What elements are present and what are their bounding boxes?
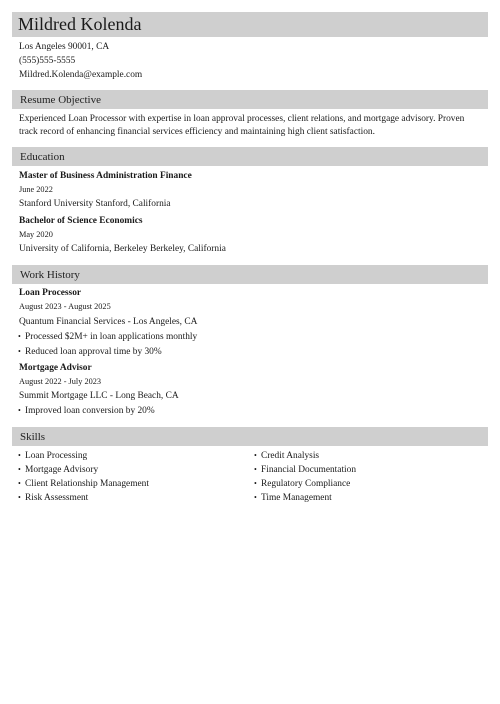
- skill-label: Time Management: [261, 493, 332, 503]
- contact-email: Mildred.Kolenda@example.com: [19, 70, 143, 80]
- skill-label: Financial Documentation: [261, 465, 357, 475]
- skill-label: Risk Assessment: [25, 493, 89, 503]
- skill-item: [18, 492, 89, 504]
- skill-item: [18, 450, 88, 462]
- bullet-icon: •: [254, 465, 257, 474]
- skill-item: [18, 478, 149, 490]
- education-header: [12, 147, 488, 166]
- bullet-icon: •: [254, 451, 257, 460]
- bullet-icon: •: [18, 406, 21, 415]
- job-company: Quantum Financial Services - Los Angeles, CA: [19, 317, 198, 327]
- bullet-icon: •: [18, 347, 21, 356]
- education-heading: Education: [20, 151, 65, 163]
- skill-label: Loan Processing: [25, 451, 88, 461]
- job-dates: August 2023 - August 2025: [19, 302, 111, 311]
- bullet-icon: •: [18, 479, 21, 488]
- objective-text: Experienced Loan Processor with expertise in loan approval processes, client relations, and mortgage advisory. Proven track record of enhancing financial services efficiency and maintaining high client satisfaction.: [19, 114, 465, 137]
- skills-heading: Skills: [20, 431, 46, 443]
- skill-label: Client Relationship Management: [25, 479, 149, 489]
- skill-label: Regulatory Compliance: [261, 479, 351, 489]
- skill-item: [254, 492, 332, 504]
- skill-item: [254, 450, 320, 462]
- list-item: [18, 331, 198, 343]
- skill-item: [18, 464, 99, 476]
- education-degree: Master of Business Administration Finance: [19, 171, 192, 181]
- education-degree: Bachelor of Science Economics: [19, 216, 143, 226]
- name-header: [12, 12, 488, 37]
- contact-address: Los Angeles 90001, CA: [19, 42, 110, 52]
- bullet-icon: •: [18, 465, 21, 474]
- bullet-icon: •: [254, 493, 257, 502]
- job-bullet-text: Processed $2M+ in loan applications monthly: [25, 332, 198, 342]
- skills-header: [12, 427, 488, 446]
- work-history-heading: Work History: [20, 269, 80, 281]
- skill-item: [254, 464, 357, 476]
- bullet-icon: •: [18, 493, 21, 502]
- job-company: Summit Mortgage LLC - Long Beach, CA: [19, 391, 179, 401]
- candidate-name: Mildred Kolenda: [18, 14, 142, 34]
- list-item: [18, 346, 162, 358]
- education-school: University of California, Berkeley Berkeley, California: [19, 244, 226, 254]
- education-date: June 2022: [19, 185, 53, 194]
- contact-phone: (555)555-5555: [19, 56, 76, 66]
- job-dates: August 2022 - July 2023: [19, 377, 102, 386]
- job-title: Mortgage Advisor: [19, 363, 92, 373]
- job-bullet-text: Reduced loan approval time by 30%: [25, 347, 162, 357]
- job-bullet-text: Improved loan conversion by 20%: [25, 406, 155, 416]
- education-school: Stanford University Stanford, California: [19, 199, 171, 209]
- skill-item: [254, 478, 351, 490]
- education-date: May 2020: [19, 230, 53, 239]
- work-history-header: [12, 265, 488, 284]
- bullet-icon: •: [18, 332, 21, 341]
- bullet-icon: •: [254, 479, 257, 488]
- skill-label: Mortgage Advisory: [25, 465, 99, 475]
- list-item: [18, 405, 155, 417]
- objective-heading: Resume Objective: [20, 94, 101, 106]
- job-title: Loan Processor: [19, 288, 82, 298]
- bullet-icon: •: [18, 451, 21, 460]
- skill-label: Credit Analysis: [261, 451, 320, 461]
- objective-header: [12, 90, 488, 109]
